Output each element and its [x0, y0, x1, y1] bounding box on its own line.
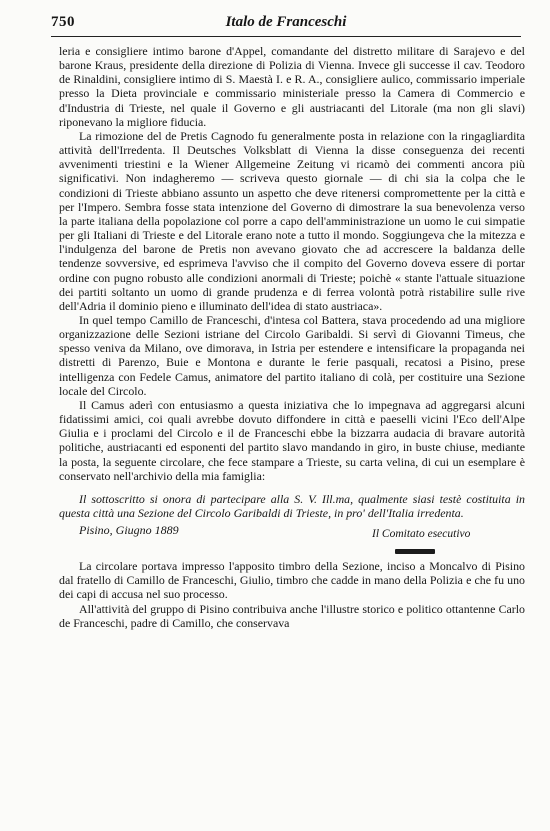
- body-text: [59, 44, 525, 630]
- paragraph-circolo-garibaldi: In quel tempo Camillo de Franceschi, d'intesa col Battera, stava procedendo ad una migliore organizzazione delle Sezioni istriane del Circolo Garibaldi. Si servì di Giovanni Timeus, che spesso veniva da Milano, ove dimorava, in Istria per estendere e intensificare la propaganda nei distretti di Parenzo, Buie e Montona e durante le ferie pasquali, recatosi a Pisino, prese intelligenza con Fedele Camus, animatore del partito italiano di colà, per costituire una Sezione locale del Circolo.: [59, 312, 525, 398]
- page-number: 750: [51, 14, 75, 30]
- paragraph-timbro: La circolare portava impresso l'apposito timbro della Sezione, inciso a Moncalvo di Pisino dal fratello di Camillo de Franceschi, Giulio, timbro che cadde in mano della Polizia e che fu uno dei capi di accusa nel suo processo.: [59, 559, 525, 602]
- paragraph-rinaldini: leria e consigliere intimo barone d'Appel, comandante del distretto militare di Sarajevo e del barone Kraus, presidente della direzione di Polizia di Vienna. Invece gli successe il cav. Teodoro de Rinaldini, consigliere intimo di S. Maestà I. e R. A., consigliere aulico, commissario imperiale presso la Dieta provinciale e commissario ministeriale presso la Camera di Commercio e d'Industria di Trieste, nel quale il Governo e gli austriacanti del Litorale (ma non gli slavi) riponevano la migliore fiducia.: [59, 44, 525, 129]
- paragraph-pisino: All'attività del gruppo di Pisino contribuiva anche l'illustre storico e politico ottantenne Carlo de Franceschi, padre di Camillo, che conservava: [59, 601, 525, 630]
- running-head: Italo de Franceschi: [225, 14, 347, 30]
- paragraph-rimozione: La rimozione del de Pretis Cagnodo fu generalmente posta in relazione con la ringagliardita attività dell'Irredenta. Il Deutsches Volksblatt di Vienna la disse conseguenza dei recenti avvenimenti triestini e la Wiener Allgemeine Zeitung vi ricamò dei commenti ancora più significativi. Non indagheremo — scriveva questo giornale — di chi sia la colpa che le condizioni di Trieste abbiano assunto un aspetto che deve ritenersi compromettente per la città e per l'Impero. Sembra fosse stata intenzione del Governo di dimostrare la sua benevolenza verso la parte italiana della popolazione col porre a capo dell'amministrazione un uomo le cui simpatie per gli Italiani di Trieste e del Litorale erano note a tutto il mondo. Soggiungeva che la mitezza e l'indulgenza del barone de Pretis non avevano giovato che ad accrescere la baldanza delle tendenze sovversive, ed esprimeva l'avviso che il compito del Governo doveva essere di portar ordine con pugno robusto alle condizioni anormali di Trieste; poichè « stante l'attuale situazione dei partiti soltanto un uomo di grande prudenza e di ferrea volontà potrà ristabilire sulle rive dell'Adria il dominio pieno e illuminato dell'idea di stato austriaca».: [59, 128, 525, 313]
- stamp-mark: [395, 549, 435, 554]
- circular-signature: [59, 523, 525, 549]
- quoted-circular: Il sottoscritto si onora di partecipare alla S. V. Ill.ma, qualmente siasi testè costituita in questa città una Sezione del Circolo Garibaldi di Trieste, in pro' dell'Italia irredenta.: [59, 491, 525, 520]
- circular-signatory: Il Comitato esecutivo: [372, 528, 471, 541]
- page-header: [51, 14, 521, 37]
- quote-spacer: [59, 483, 525, 492]
- paragraph-camus: Il Camus aderì con entusiasmo a questa iniziativa che lo impegnava ad aggregarsi alcuni fidatissimi amici, coi quali avrebbe dovuto diffondere in città e paeselli vicini l'Eco dell'Alpe Giulia e i proclami del Circolo e il de Franceschi ebbe la bizzarra audacia di bravare autorità politiche, austriacanti ed esponenti del partito slavo mandando in giro, in buste chiuse, mediante la posta, la seguente circolare, che fece stampare a Trieste, su carta velina, di cui un esemplare è conservato nell'archivio della mia famiglia:: [59, 397, 525, 483]
- circular-place-date: Pisino, Giugno 1889: [79, 523, 179, 538]
